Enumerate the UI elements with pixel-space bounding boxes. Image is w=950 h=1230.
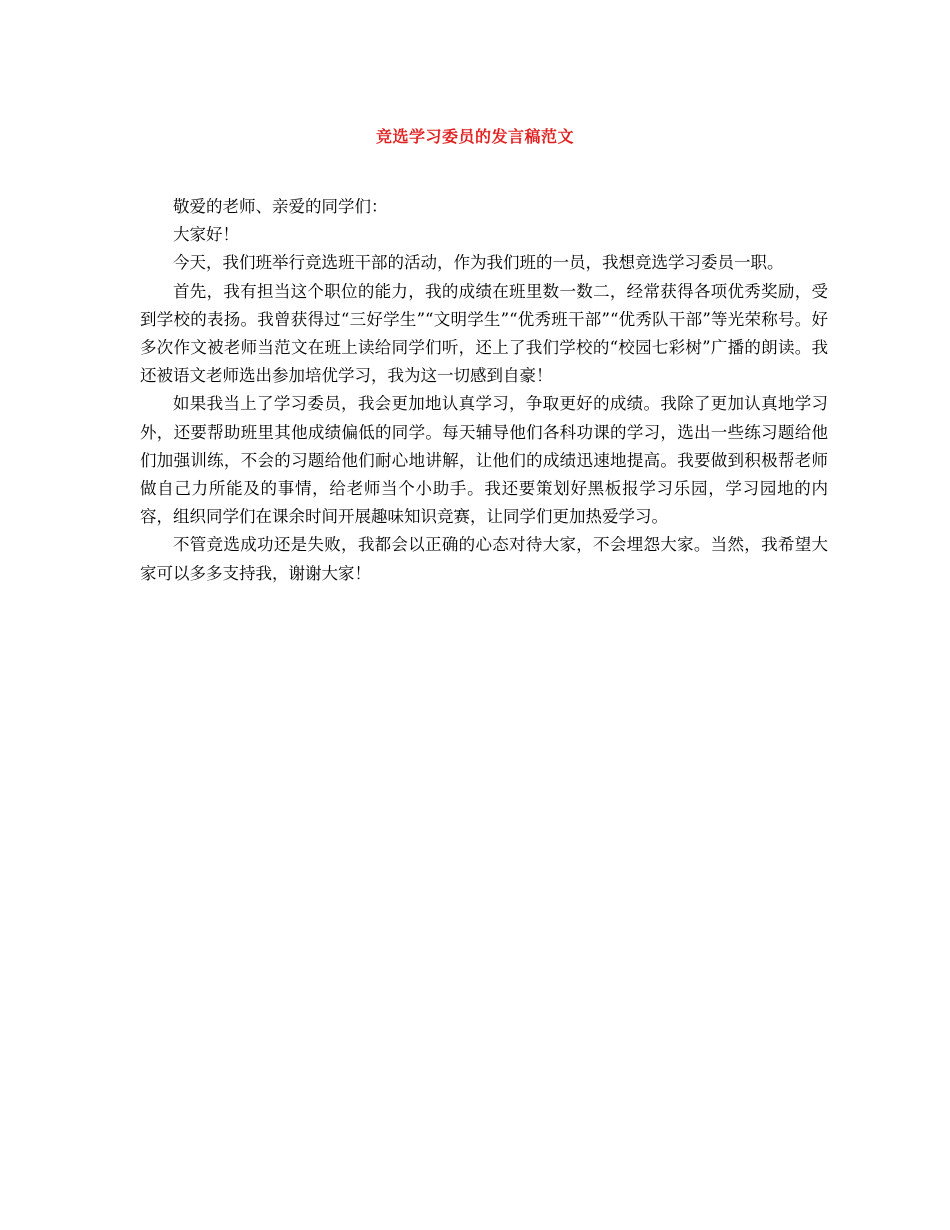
paragraph-plan: 如果我当上了学习委员，我会更加地认真学习，争取更好的成绩。我除了更加认真地学习外，还要帮助班里其他成绩偏低的同学。每天辅导他们各科功课的学习，选出一些练习题给他们加强训练，不会的习题给他们耐心地讲解，让他们的成绩迅速地提高。我要做到积极帮老师做自己力所能及的事情，给老师当个小助手。我还要策划好黑板报学习乐园，学习园地的内容，组织同学们在课余时间开展趣味知识竞赛，让同学们更加热爱学习。 <box>140 394 828 527</box>
document-title: 竞选学习委员的发言稿范文 <box>375 127 574 146</box>
salutation: 敬爱的老师、亲爱的同学们： <box>173 197 388 216</box>
document-body <box>140 193 828 588</box>
greeting: 大家好！ <box>173 225 239 245</box>
paragraph-ability: 首先，我有担当这个职位的能力，我的成绩在班里数一数二，经常获得各项优秀奖励，受到学校的表扬。我曾获得过“三好学生”“文明学生”“优秀班干部”“优秀队干部”等光荣称号。好多次作文被老师当范文在班上读给同学们听，还上了我们学校的“校园七彩树”广播的朗读。我还被语文老师选出参加培优学习，我为这一切感到自豪！ <box>140 281 828 386</box>
paragraph-closing: 不管竞选成功还是失败，我都会以正确的心态对待大家，不会埋怨大家。当然，我希望大家可以多多支持我，谢谢大家！ <box>140 535 828 583</box>
paragraph-intro: 今天，我们班举行竞选班干部的活动，作为我们班的一员，我想竞选学习委员一职。 <box>173 253 784 273</box>
